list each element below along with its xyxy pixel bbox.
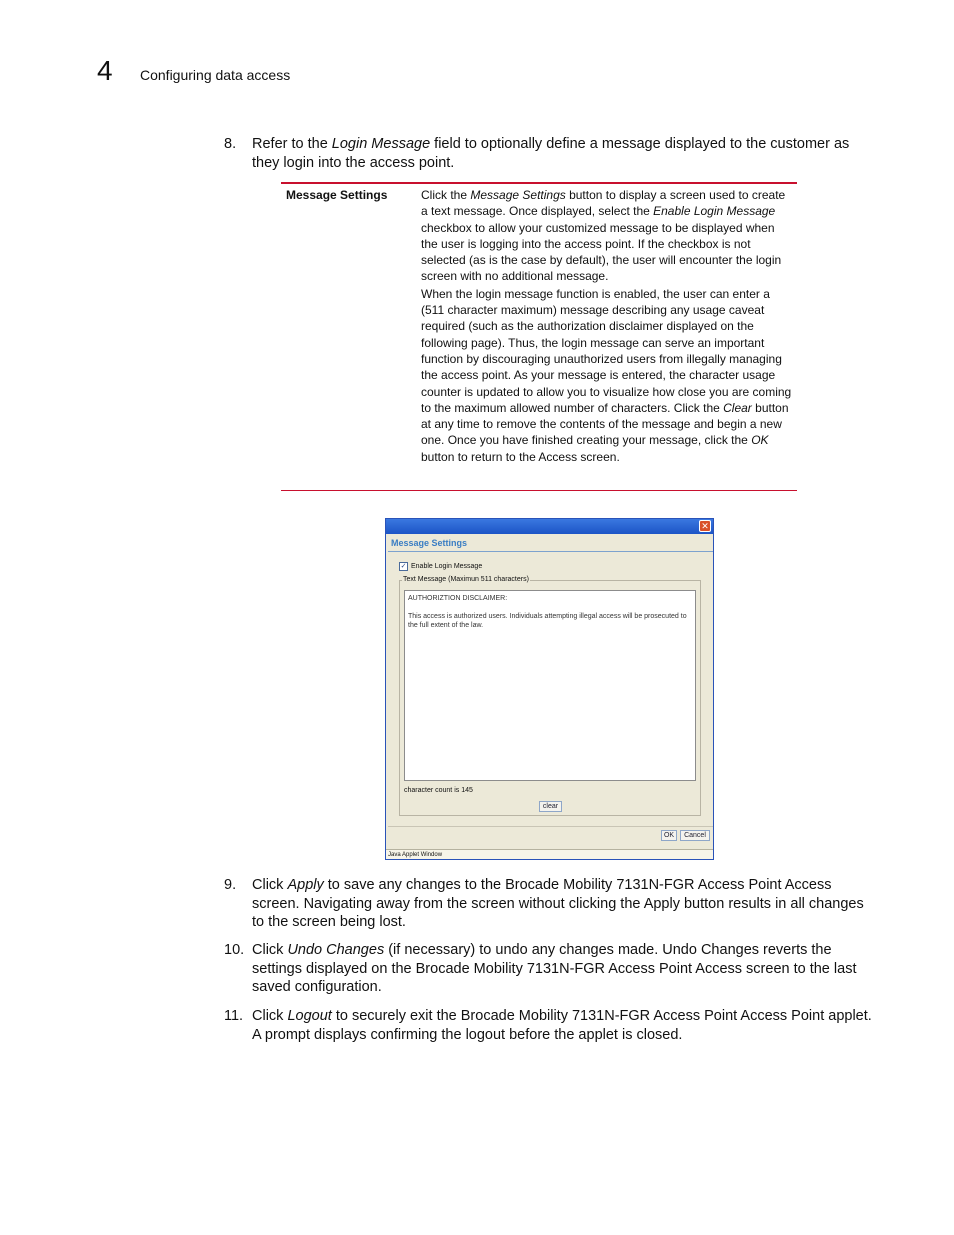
description-paragraph-1: Click the Message Settings button to display a screen used to create a text message. Once displayed, select the Enable Login Message checkbox to allow your customized message to be displayed when the user is logging into the access point. If the checkbox is not selected (as is the case by default), the user will encounter the login screen with no additional message. <box>421 188 786 284</box>
step-number: 8. <box>224 136 237 152</box>
dialog-titlebar <box>386 519 713 534</box>
message-settings-table <box>281 182 797 491</box>
description-paragraph-2: When the login message function is enabled, the user can enter a (511 character maximum) message describing any usage caveat required (such as the authorization disclaimer displayed on the following page). Thus, the login message can serve an important function by discouraging unauthorized users from illegally managing the access point. As your message is entered, the character usage counter is updated to allow you to visualize how close you are coming to the maximum allowed number of characters. Click the Clear button at any time to remove the contents of the message and begin a new one. Once you have finished creating your message, click the OK button to return to the Access screen. <box>421 286 792 464</box>
step-number: 9. <box>224 877 237 893</box>
step-emphasis: Apply <box>287 877 324 893</box>
login-message-textarea[interactable] <box>404 590 696 781</box>
message-settings-dialog <box>385 518 714 860</box>
step-text: to securely exit the Brocade Mobility 7131N-FGR Access Point Access Point applet. A prompt displays confirming the logout before the applet is closed. <box>252 1008 872 1043</box>
clear-button[interactable]: clear <box>539 801 562 812</box>
heading-divider <box>388 551 713 552</box>
step-text: to save any changes to the Brocade Mobility 7131N-FGR Access Point Access screen. Navigating away from the screen without clicking the Apply button results in all changes to the screen being lost. <box>252 877 864 930</box>
step-emphasis: Login Message <box>331 136 431 152</box>
chapter-number: 4 <box>97 55 113 86</box>
cancel-button[interactable]: Cancel <box>680 830 710 841</box>
step-number: 10. <box>224 942 245 958</box>
step-emphasis: Logout <box>287 1008 332 1024</box>
step-number: 11. <box>224 1008 244 1024</box>
step-10 <box>224 941 874 997</box>
step-text: Click <box>252 1008 288 1024</box>
step-8 <box>224 135 874 172</box>
step-text: Click <box>252 877 288 893</box>
step-11 <box>224 1007 874 1044</box>
applet-status-bar: Java Applet Window <box>386 849 713 859</box>
step-emphasis: Undo Changes <box>287 942 385 958</box>
chapter-title: Configuring data access <box>140 67 291 83</box>
message-line: AUTHORIZTION DISCLAIMER: <box>408 595 508 602</box>
step-text: Refer to the <box>252 136 332 152</box>
ok-button[interactable]: OK <box>661 830 677 841</box>
text-message-legend: Text Message (Maximun 511 characters) <box>403 576 529 583</box>
enable-login-message-checkbox[interactable]: ✓ <box>400 563 407 570</box>
dialog-heading: Message Settings <box>391 538 468 548</box>
table-description <box>421 187 793 466</box>
step-9 <box>224 876 874 932</box>
table-term: Message Settings <box>286 188 388 202</box>
step-text: Click <box>252 942 288 958</box>
enable-login-message-label: Enable Login Message <box>411 563 483 570</box>
character-count: character count is 145 <box>404 787 473 794</box>
enable-login-message-row[interactable] <box>399 562 482 571</box>
step-text: field to optionally define a message displayed to the customer as they login into the access point. <box>252 136 850 171</box>
step-text: (if necessary) to undo any changes made. Undo Changes reverts the settings displayed on the Brocade Mobility 7131N-FGR Access Point Access screen to the last saved configuration. <box>252 942 857 995</box>
footer-divider <box>388 826 713 827</box>
message-line: This access is authorized users. Individuals attempting illegal access will be prosecuted to the full extent of the law. <box>408 613 687 629</box>
close-icon[interactable]: ✕ <box>699 520 711 532</box>
